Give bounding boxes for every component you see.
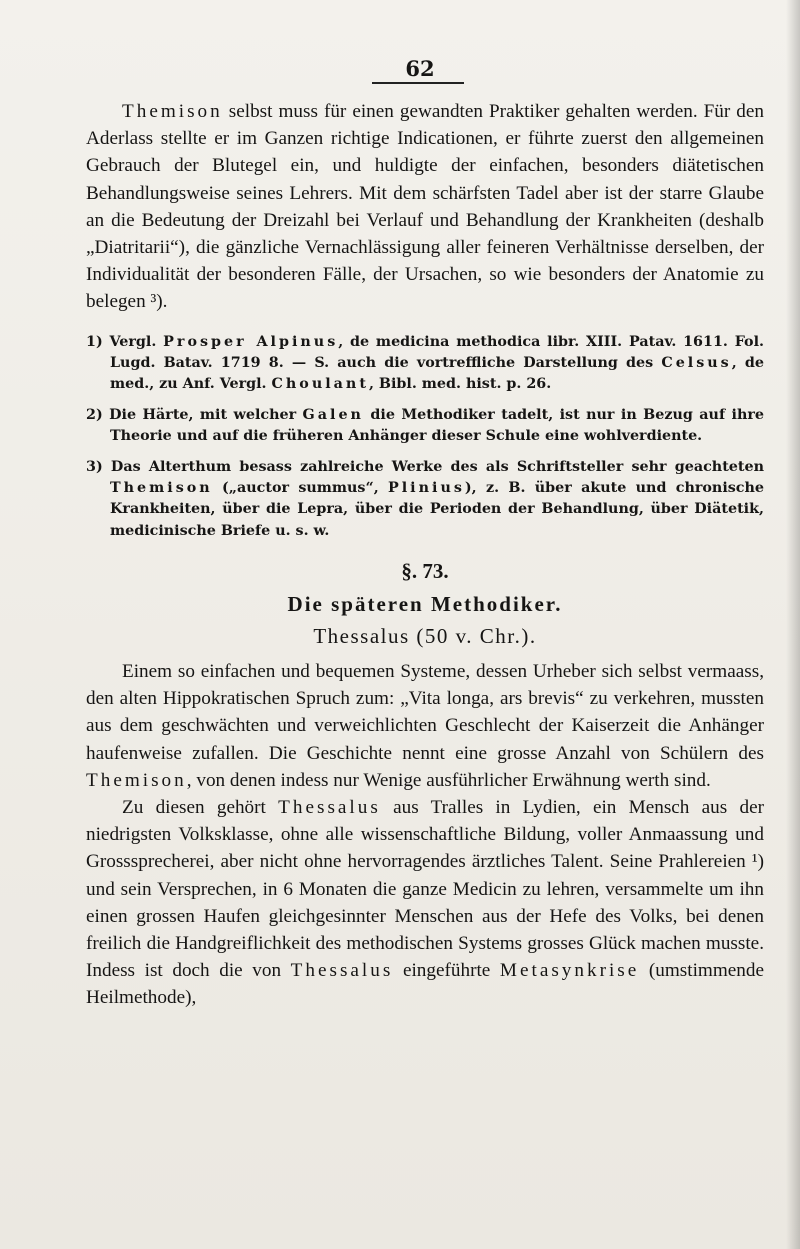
name-galen: Galen: [302, 406, 364, 423]
footnote-text: , de medicina methodica libr. XIII. Patav. 1611. Fol. Lugd. Batav. 1719 8. — S. auch die vortreffliche Darstellung des: [110, 333, 765, 372]
page-number-rule: [372, 82, 464, 84]
footnote-text: ), z. B. über akute und chronische Krankheiten, über die Lepra, über die Perioden der Behandlung, über Diätetik, medicinische Briefe u. s. w.: [110, 480, 764, 539]
footnote-text: , Bibl. med. hist. p. 26.: [368, 376, 552, 393]
paragraph-text: aus Tralles in Lydien, ein Mensch aus der niedrigsten Volksklasse, ohne alle wissenschaftliche Bildung, voller Anmaassung und Grosssprecherei, aber nicht ohne hervorragendes ärztliches Talent. Seine Prahlereien ¹) und sein Versprechen, in 6 Monaten die ganze Medicin zu lehren, versammelte um ihn einen grossen Haufen gleichgesinnter Menschen aus der Hefe des Volks, bei denen freilich die Handgreiflichkeit des methodischen Systems grosses Glück machen musste. Indess ist doch die von: [86, 796, 764, 982]
paragraph-themison: [86, 98, 764, 316]
name-themison: Themison: [110, 480, 213, 497]
footnote-1: [86, 332, 764, 396]
footnotes: [86, 332, 764, 543]
name-thessalus: Thessalus: [290, 960, 394, 982]
footnote-3: [86, 457, 764, 543]
footnote-text: („auctor summus“,: [212, 480, 388, 497]
section-subtitle: Thessalus (50 v. Chr.).: [313, 623, 537, 648]
page-number: 62: [405, 56, 435, 81]
name-celsus: Celsus: [661, 355, 732, 372]
paragraph-text: , von denen indess nur Wenige ausführlicher Erwähnung werth sind.: [186, 769, 711, 791]
name-themison: Themison: [122, 101, 223, 122]
name-plinius: Plinius: [388, 480, 465, 497]
paragraph-text: selbst muss für einen gewandten Praktiker gehalten werden. Für den Aderlass stellte er im Ganzen richtige Indicationen, er führte zuerst den allgemeinen Gebrauch der Blutegel ein, und huldigte der einfachen, besonders diätetischen Behandlungsweise seines Lehrers. Mit dem schärfsten Tadel aber ist der starre Glaube an die Bedeutung der Dreizahl bei Verlauf und Behandlung der Krankheiten (deshalb „Diatritarii“), die gänzliche Vernachlässigung aller feineren Verhältnisse derselben, der Individualität der besonderen Fälle, der Ursachen, so wie besonders der Anatomie zu belegen ³).: [86, 101, 764, 313]
paragraph-thessalus: [86, 794, 764, 1012]
section-number: §. 73.: [401, 559, 449, 584]
footnote-text: 1) Vergl.: [86, 333, 164, 350]
paragraph-text: Einem so einfachen und bequemen Systeme, dessen Urheber sich selbst vermaass, den alten Hippokratischen Spruch zum: „Vita longa, ars brevis“ zu verkehren, mussten aus dem geschwächten und verweichlichten Geschlecht der Kaiserzeit die Anhänger haufenweise zufallen. Die Geschichte nennt eine grosse Anzahl von Schülern des: [86, 660, 764, 764]
paragraph-text: (umstimmende Heilmethode),: [86, 960, 764, 1009]
footnote-2: [86, 405, 764, 448]
term-metasynkrise: Metasynkrise: [499, 960, 640, 982]
paragraph-text: Zu diesen gehört: [122, 796, 279, 818]
paragraph-text: eingeführte: [393, 960, 500, 982]
footnote-text: 3) Das Alterthum besass zahlreiche Werke des als Schriftsteller sehr geachteten: [86, 458, 764, 475]
paragraph-methodiker: [86, 658, 764, 794]
name-themison: Themison: [86, 769, 187, 791]
section-title: Die späteren Methodiker.: [287, 592, 563, 617]
name-prosper-alpinus: Prosper Alpinus: [163, 333, 339, 350]
name-thessalus: Thessalus: [278, 796, 381, 818]
footnote-text: 2) Die Härte, mit welcher: [86, 406, 303, 423]
footnote-text: , de med., zu Anf. Vergl.: [110, 355, 764, 393]
footnote-text: die Methodiker tadelt, ist nur in Bezug auf ihre Theorie und auf die früheren Anhänger dieser Schule eine wohlverdiente.: [110, 406, 764, 445]
name-choulant: Choulant: [271, 376, 369, 393]
page-content: [86, 98, 764, 1012]
